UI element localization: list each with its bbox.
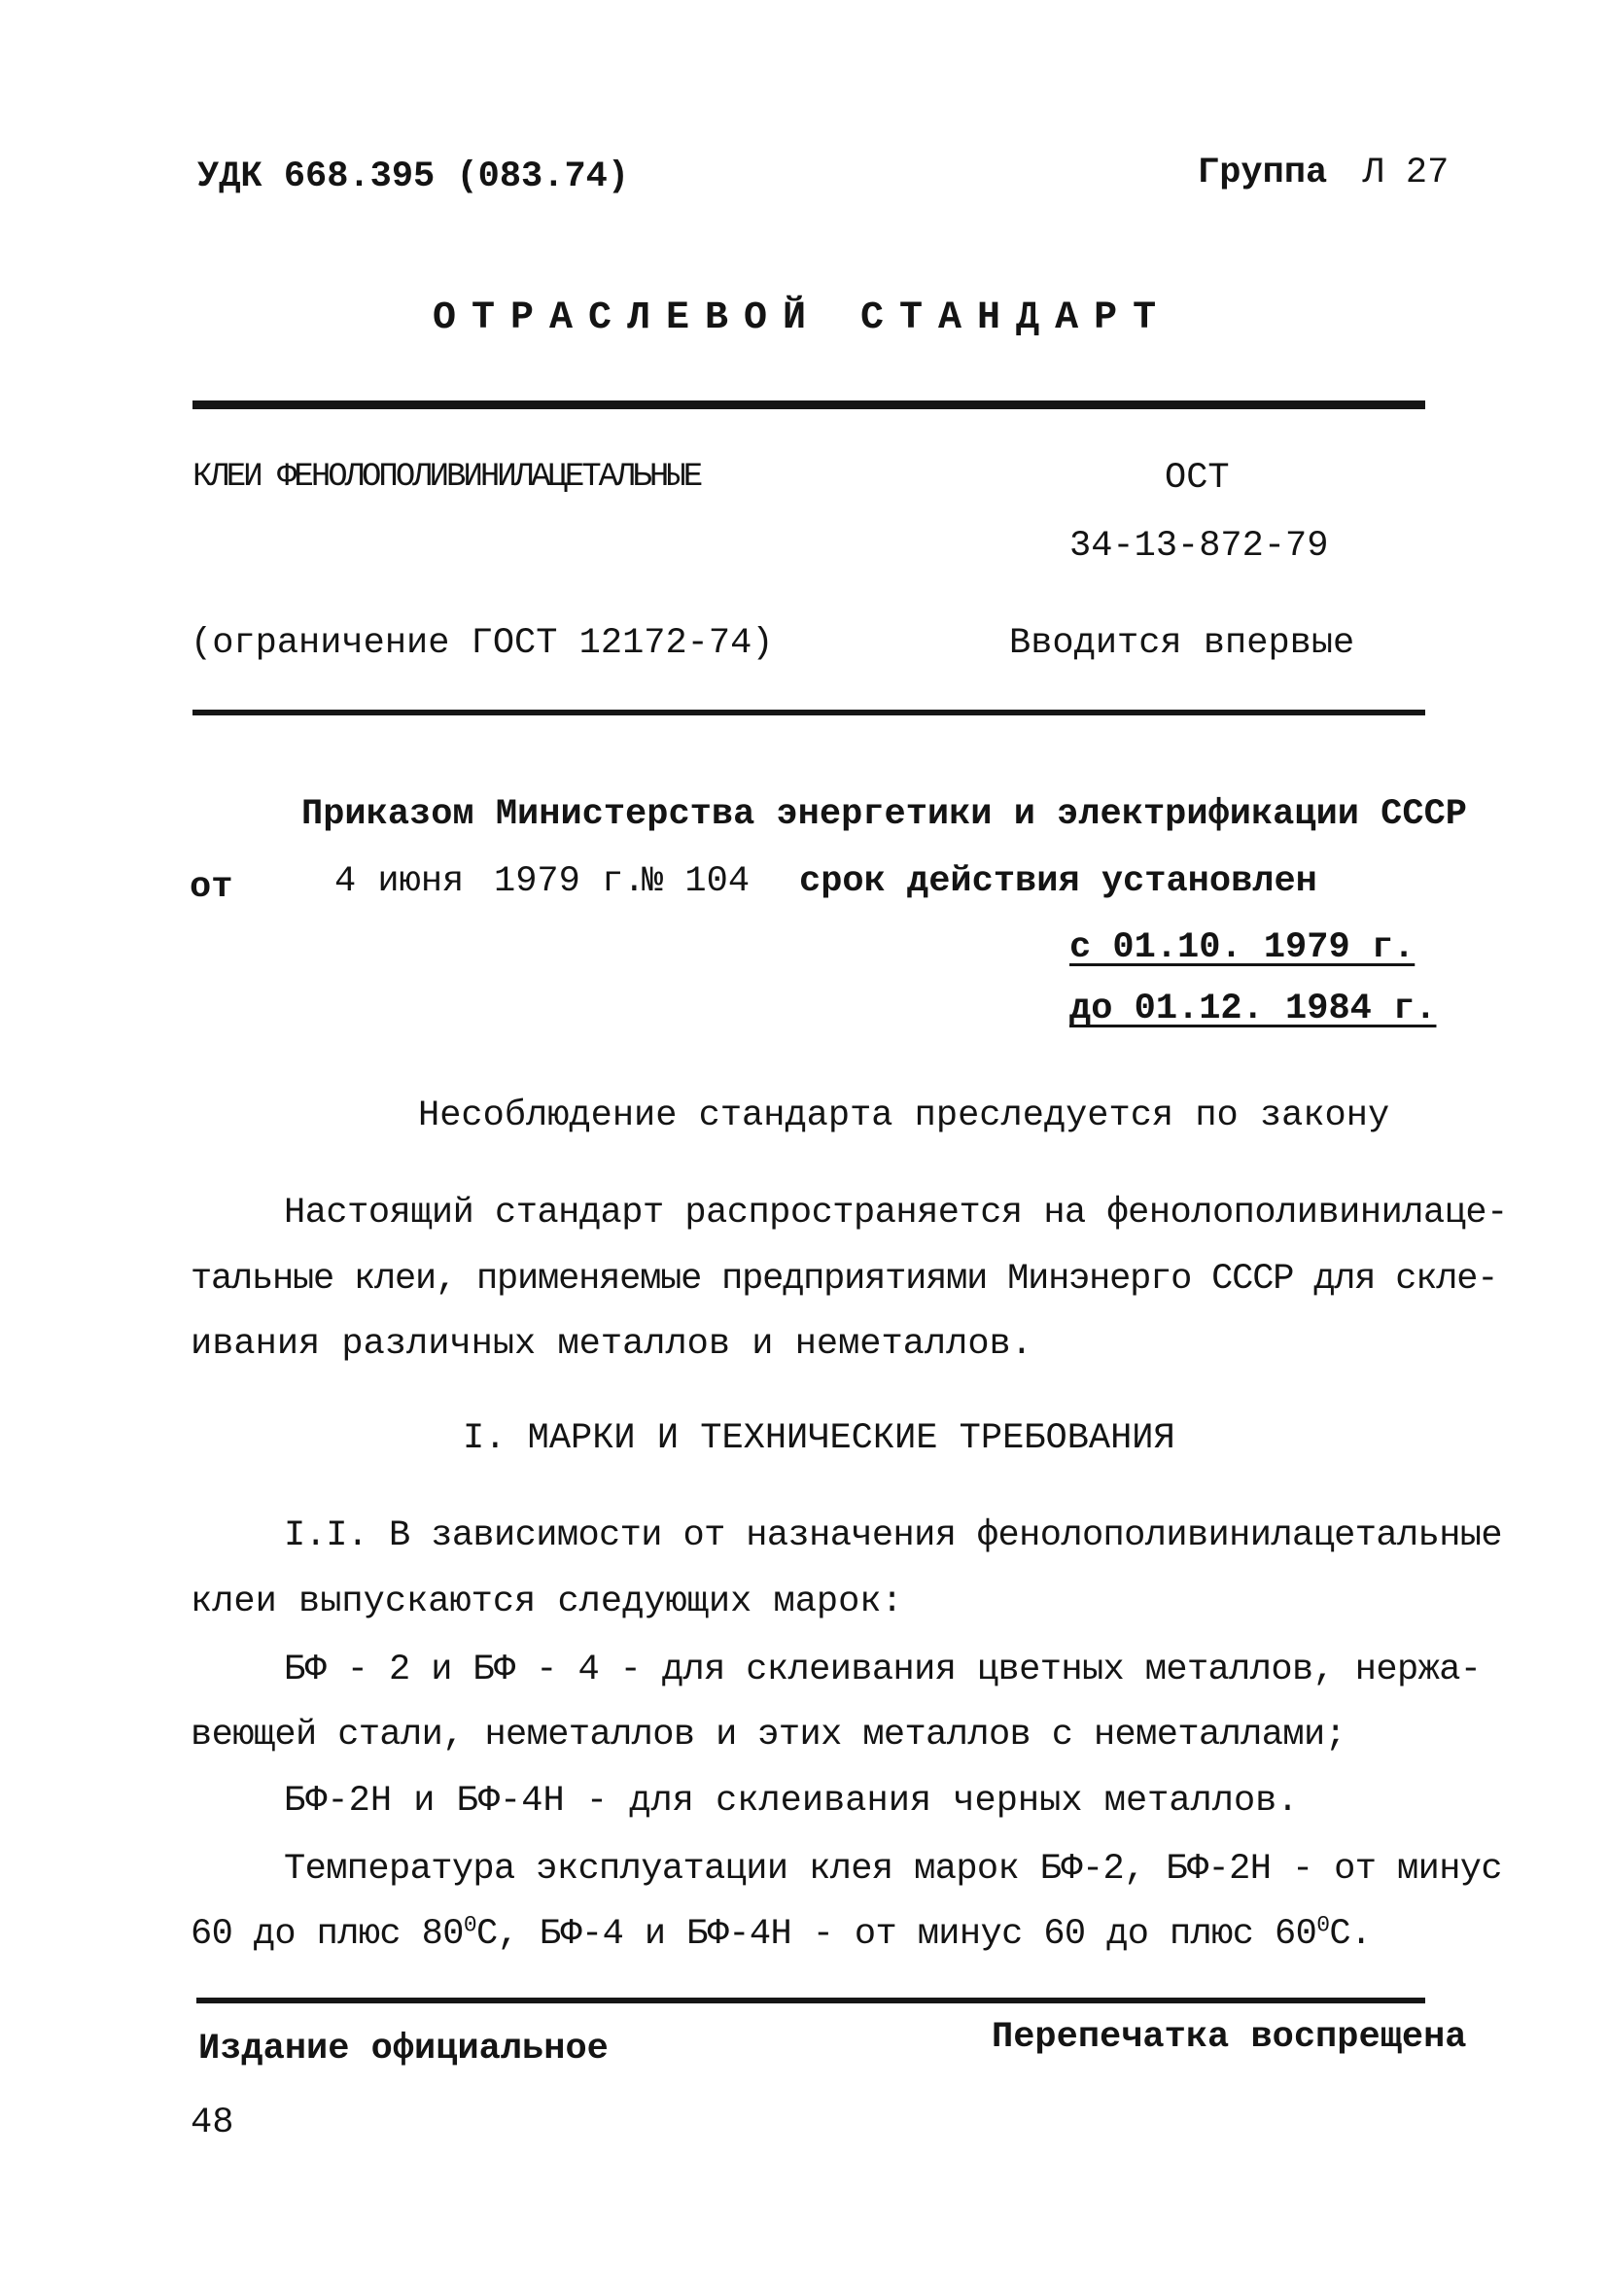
order-date: 4 июня — [334, 861, 465, 902]
page-number: 48 — [191, 2103, 234, 2143]
clause-line: БФ-2Н и БФ-4Н - для склеивания черных металлов. — [284, 1781, 1299, 1822]
section-title: I. МАРКИ И ТЕХНИЧЕСКИЕ ТРЕБОВАНИЯ — [463, 1418, 1175, 1459]
group-code — [1198, 153, 1450, 193]
clause-line: веющей стали, неметаллов и этих металлов с неметаллами; — [191, 1715, 1346, 1756]
clause-line: БФ - 2 и БФ - 4 - для склеивания цветных металлов, нержа- — [284, 1650, 1482, 1690]
intro-line: Настоящий стандарт распространяется на фенолополивинилаце- — [284, 1193, 1508, 1234]
introduced-note: Вводится впервые — [1009, 623, 1355, 664]
temperature-line — [191, 1912, 1372, 1955]
order-term: срок действия установлен — [799, 861, 1317, 902]
order-number: № 104 — [642, 861, 751, 902]
middle-rule — [192, 710, 1425, 715]
clause-line: клеи выпускаются следующих марок: — [191, 1582, 903, 1622]
temp-part-3: С. — [1329, 1914, 1372, 1955]
law-notice: Несоблюдение стандарта преследуется по закону — [418, 1096, 1390, 1136]
order-from: от — [190, 867, 233, 908]
document-title: ОТРАСЛЕВОЙ СТАНДАРТ — [433, 296, 1172, 340]
official-edition: Издание официальное — [198, 2029, 609, 2070]
ost-label: ОСТ — [1165, 458, 1230, 499]
valid-from: с 01.10. 1979 г. — [1069, 927, 1416, 968]
group-value: Л 27 — [1362, 153, 1450, 193]
order-line: Приказом Министерства энергетики и электрификации СССР — [301, 794, 1467, 835]
udk-code: УДК 668.395 (083.74) — [197, 157, 630, 197]
top-rule — [192, 400, 1425, 409]
gost-restriction: (ограничение ГОСТ 12172-74) — [191, 623, 774, 664]
temp-part-1: 60 до плюс 80 — [191, 1914, 464, 1955]
reprint-prohibited: Перепечатка воспрещена — [992, 2017, 1467, 2058]
order-year: 1979 г. — [494, 861, 646, 902]
bottom-rule — [196, 1998, 1425, 2003]
valid-to: до 01.12. 1984 г. — [1069, 989, 1437, 1029]
ost-number: 34-13-872-79 — [1069, 526, 1329, 567]
degree-mark: 0 — [463, 1912, 477, 1938]
group-word: Группа — [1198, 153, 1328, 193]
standard-name: КЛЕИ ФЕНОЛОПОЛИВИНИЛАЦЕТАЛЬНЫЕ — [192, 459, 701, 496]
clause-line: I.I. В зависимости от назначения фенолополивинилацетальные — [284, 1515, 1503, 1556]
intro-line: ивания различных металлов и неметаллов. — [191, 1324, 1032, 1365]
degree-mark: 0 — [1316, 1912, 1330, 1938]
clause-line: Температура эксплуатации клея марок БФ-2, БФ-2Н - от минус — [284, 1849, 1503, 1890]
temp-part-2: С, БФ-4 и БФ-4Н - от минус 60 до плюс 60 — [476, 1914, 1317, 1955]
intro-line: тальные клеи, применяемые предприятиями Минэнерго СССР для скле- — [191, 1259, 1498, 1300]
